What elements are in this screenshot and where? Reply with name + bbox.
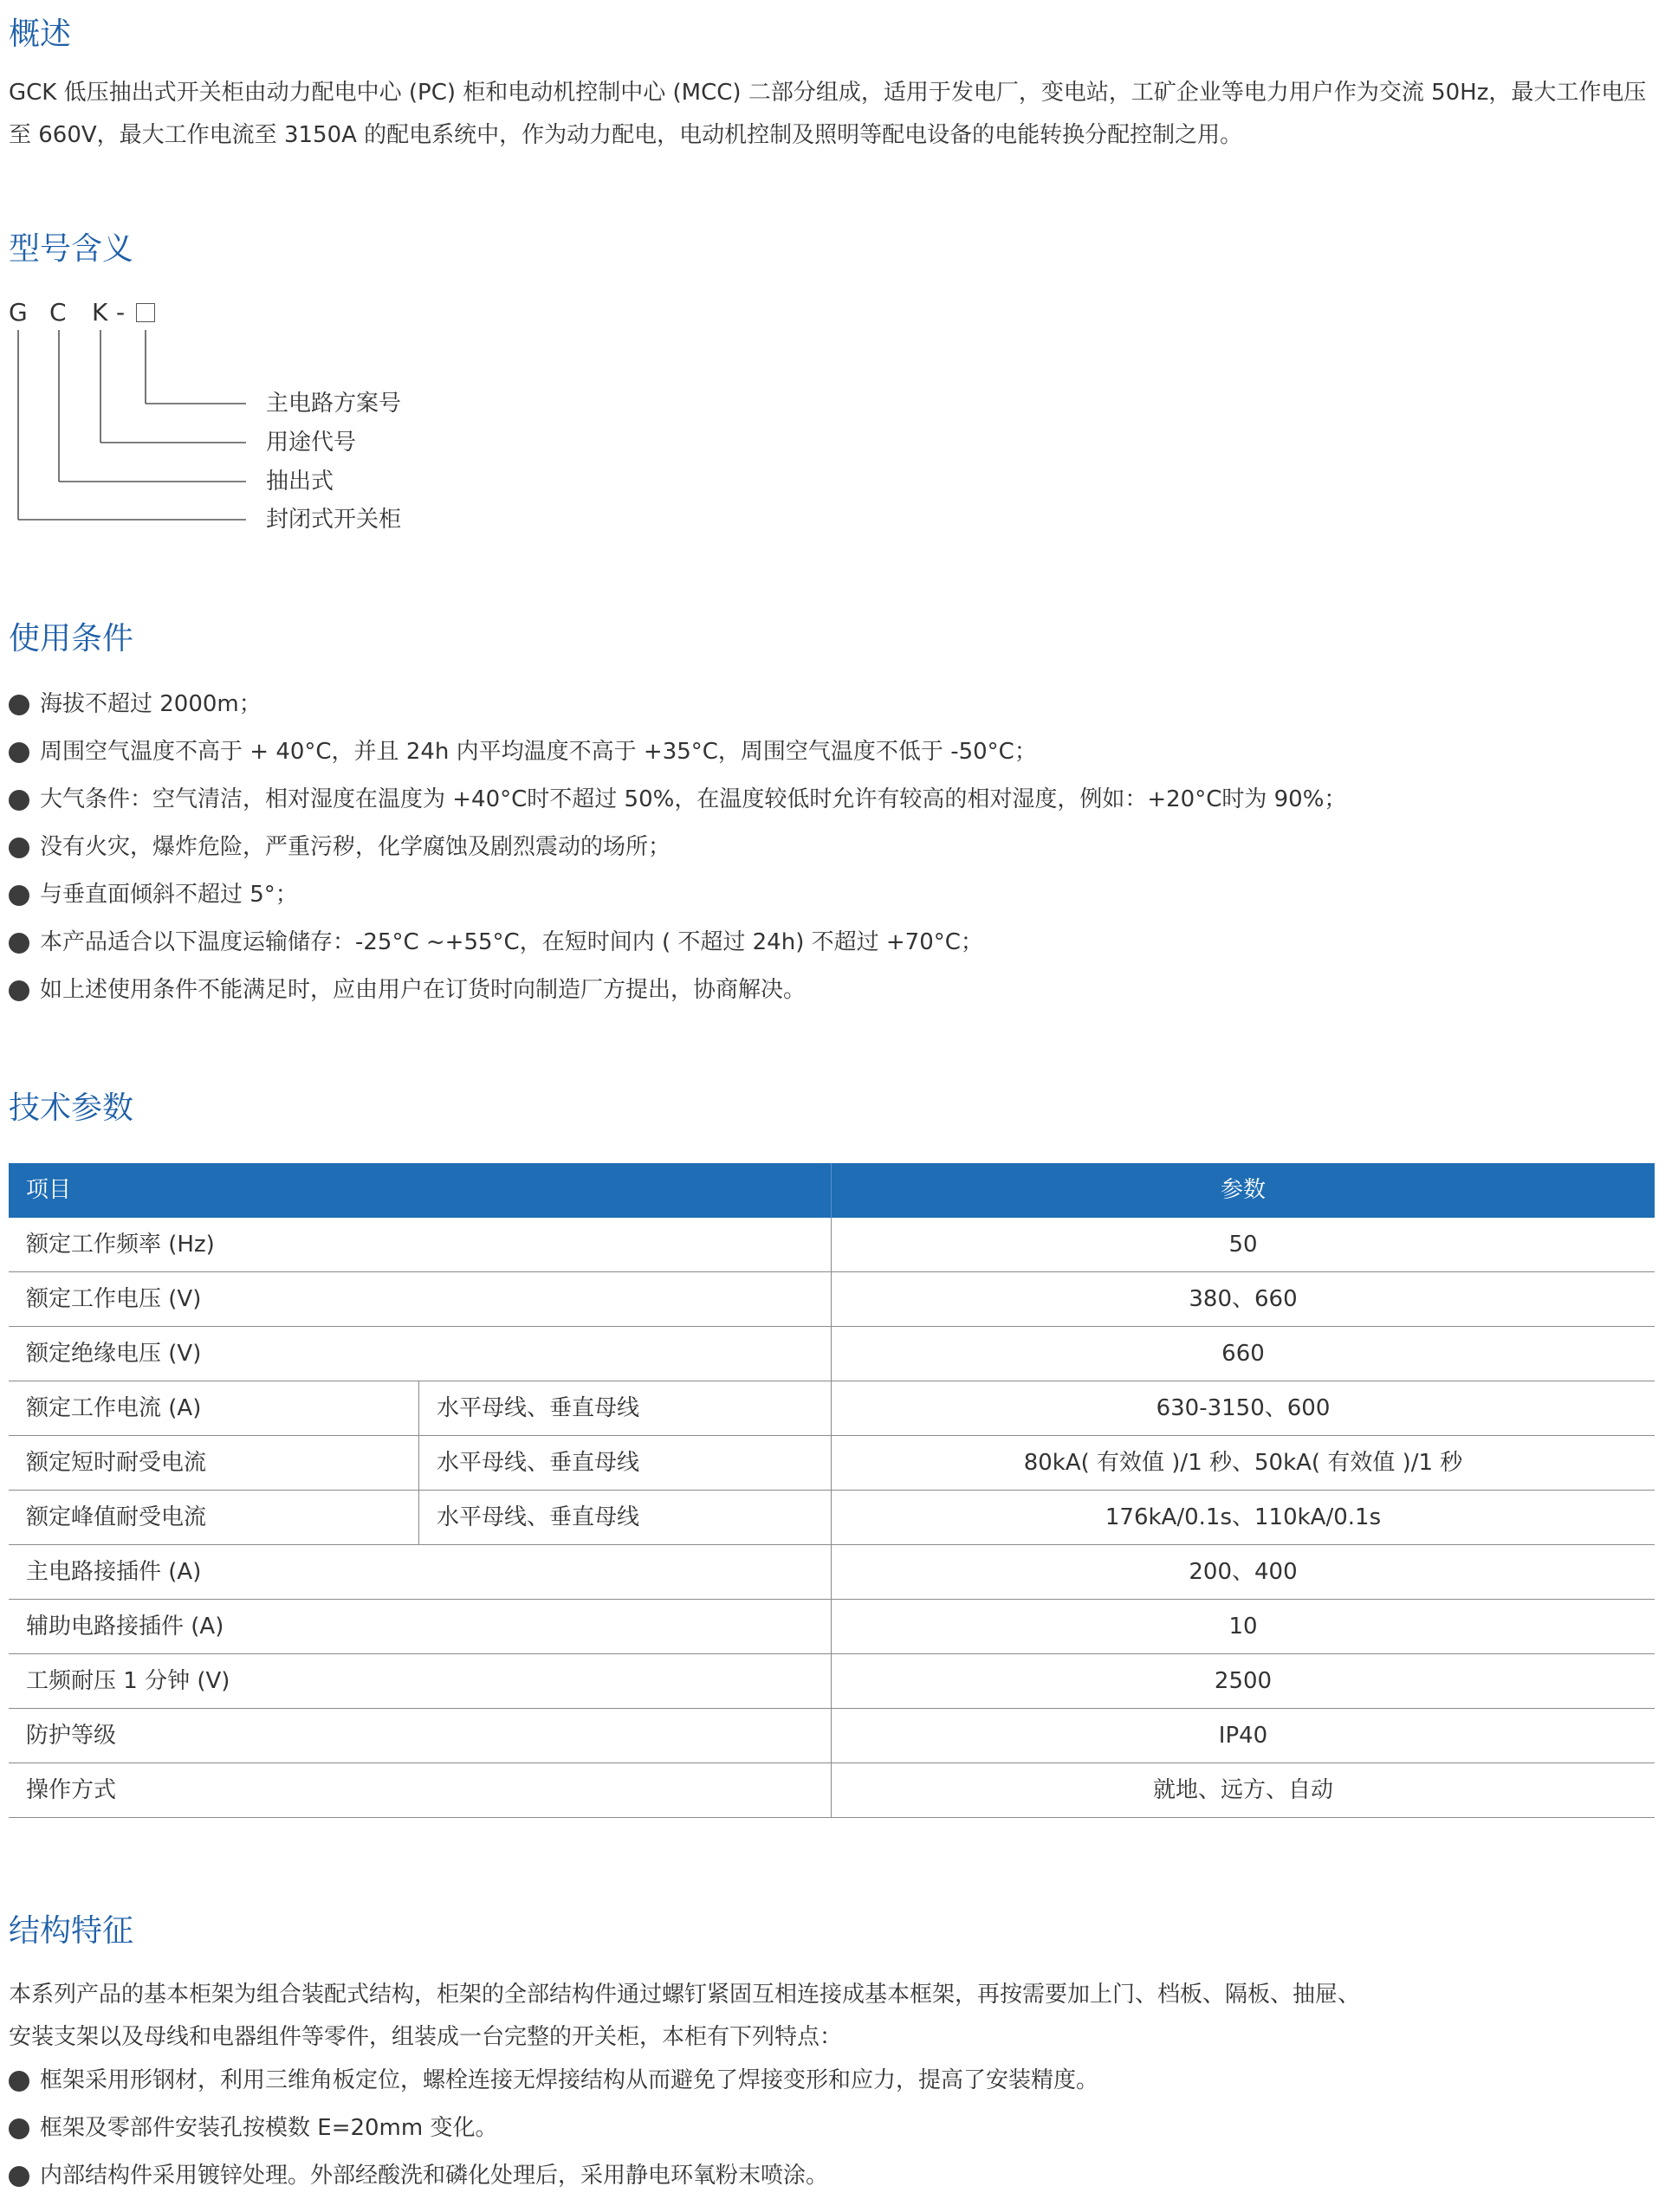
tech-table: [9, 1163, 1655, 1818]
table-row: 额定绝缘电压 (V) 660: [9, 1327, 1655, 1381]
table-row: 工频耐压 1 分钟 (V) 2500: [9, 1654, 1655, 1709]
model-letter-k: K: [92, 298, 108, 327]
bullet-icon: [9, 885, 29, 906]
list-item: 大气条件：空气清洁，相对湿度在温度为 +40°C时不超过 50%，在温度较低时允许有较高的相对湿度，例如：+20°C时为 90%；: [9, 776, 1346, 824]
structure-text: 本系列产品的基本柜架为组合装配式结构，柜架的全部结构件通过螺钉紧固互相连接成基本框架，再按需要加上门、档板、隔板、抽屉、安装支架以及母线和电器组件等零件，组装成一台完整的开关柜，本柜有下列特点：: [9, 1982, 1361, 2050]
structure-title: 结构特征: [9, 1913, 134, 1949]
bullet-icon: [9, 790, 29, 811]
table-row: 防护等级 IP40: [9, 1709, 1655, 1763]
bullet-icon: [9, 742, 29, 763]
bullet-icon: [9, 2118, 29, 2139]
table-row: 操作方式 就地、远方、自动: [9, 1763, 1655, 1818]
structure-list: [9, 2057, 1098, 2200]
tech-title: 技术参数: [9, 1090, 134, 1126]
table-row: 额定短时耐受电流 水平母线、垂直母线 80kA( 有效值 )/1 秒、50kA( 有效值 )/1 秒: [9, 1436, 1655, 1491]
overview-title: 概述: [9, 16, 72, 52]
list-item: 本产品适合以下温度运输储存：-25°C ~+55°C，在短时间内 ( 不超过 24h) 不超过 +70°C；: [9, 919, 1346, 967]
list-item: 如上述使用条件不能满足时，应由用户在订货时向制造厂方提出，协商解决。: [9, 967, 1346, 1014]
list-item: 海拔不超过 2000m；: [9, 681, 1346, 728]
model-label-circuit: 主电路方案号: [266, 391, 402, 417]
table-row: 主电路接插件 (A) 200、400: [9, 1545, 1655, 1600]
list-item: 框架及零部件安装孔按模数 E=20mm 变化。: [9, 2105, 1098, 2152]
bullet-icon: [9, 2071, 29, 2092]
list-item: 没有火灾，爆炸危险，严重污秽，化学腐蚀及剧烈震动的场所；: [9, 824, 1346, 871]
conditions-list: [9, 681, 1346, 1014]
bullet-icon: [9, 2166, 29, 2187]
model-label-enclosed: 封闭式开关柜: [266, 507, 402, 533]
bullet-icon: [9, 980, 29, 1001]
header-value: 参数: [1220, 1177, 1266, 1203]
list-item: 周围空气温度不高于 + 40°C，并且 24h 内平均温度不高于 +35°C，周围空气温度不低于 -50°C；: [9, 728, 1346, 776]
table-row: 额定工作频率 (Hz) 50: [9, 1218, 1655, 1272]
table-header: [9, 1163, 1655, 1218]
list-item: 与垂直面倾斜不超过 5°；: [9, 871, 1346, 919]
bullet-icon: [9, 838, 29, 858]
model-label-purpose: 用途代号: [266, 430, 357, 456]
table-row: 额定峰值耐受电流 水平母线、垂直母线 176kA/0.1s、110kA/0.1s: [9, 1491, 1655, 1545]
table-row: 辅助电路接插件 (A) 10: [9, 1600, 1655, 1654]
list-item: 框架采用形钢材，利用三维角板定位，螺栓连接无焊接结构从而避免了焊接变形和应力，提高了安装精度。: [9, 2057, 1098, 2105]
model-bracket-lines: [0, 0, 1665, 554]
model-letter-g: G: [9, 298, 28, 327]
conditions-title: 使用条件: [9, 621, 134, 656]
model-dash: -: [116, 298, 126, 327]
list-item: 内部结构件采用镀锌处理。外部经酸洗和磷化处理后，采用静电环氧粉末喷涂。: [9, 2152, 1098, 2200]
table-row: 额定工作电压 (V) 380、660: [9, 1272, 1655, 1327]
model-letter-c: C: [49, 298, 67, 327]
table-row: 额定工作电流 (A) 水平母线、垂直母线 630-3150、600: [9, 1381, 1655, 1436]
overview-text: GCK 低压抽出式开关柜由动力配电中心 (PC) 柜和电动机控制中心 (MCC) 二部分组成，适用于发电厂，变电站，工矿企业等电力用户作为交流 50Hz，最大工作电压至 660V，最大工作电流至 3150A 的配电系统中，作为动力配电，电动机控制及照明等配电设备的电能转换分配控制之用。: [9, 80, 1647, 148]
model-label-drawout: 抽出式: [266, 469, 334, 495]
model-title: 型号含义: [9, 231, 134, 267]
header-item: 项目: [9, 1163, 832, 1218]
bullet-icon: [9, 695, 29, 715]
bullet-icon: [9, 933, 29, 954]
